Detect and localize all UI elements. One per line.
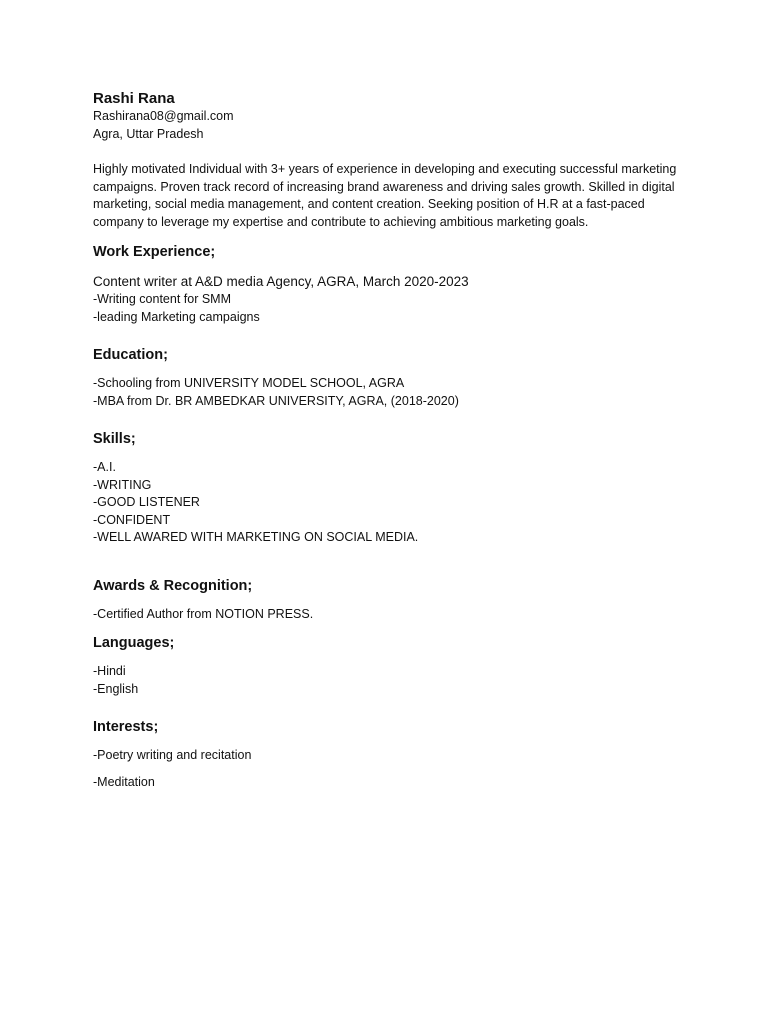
list-item: -WELL AWARED WITH MARKETING ON SOCIAL MEDIA.: [93, 530, 419, 544]
list-item: -Writing content for SMM: [93, 292, 232, 306]
languages-section: [93, 634, 683, 698]
list-item: -Schooling from UNIVERSITY MODEL SCHOOL, AGRA: [93, 376, 405, 390]
work-experience-section: [93, 243, 683, 326]
education-heading: Education;: [93, 347, 168, 363]
awards-section: [93, 577, 683, 624]
education-section: [93, 346, 683, 410]
list-item: -Meditation: [93, 774, 155, 789]
list-item: -CONFIDENT: [93, 512, 171, 527]
candidate-name: Rashi Rana: [93, 90, 175, 107]
interests-heading: Interests;: [93, 719, 159, 735]
job-title: Content writer at A&D media Agency, AGRA, March 2020-2023: [93, 274, 469, 289]
skills-section: [93, 430, 683, 547]
list-item: -MBA from Dr. BR AMBEDKAR UNIVERSITY, AGRA, (2018-2020): [93, 393, 459, 408]
list-item: -A.I.: [93, 460, 116, 474]
contact-header: [93, 89, 683, 143]
work-experience-heading: Work Experience;: [93, 244, 216, 260]
languages-heading: Languages;: [93, 635, 175, 651]
skills-heading: Skills;: [93, 431, 136, 447]
profile-summary: Highly motivated Individual with 3+ years of experience in developing and executing successful marketing campaigns. Proven track record of increasing brand awareness and driving sales growth. Skilled in digital marketing, social media management, and content creation. Seeking position of H.R at a fast-paced company to leverage my expertise and contribute to achieving ambitious marketing goals.: [93, 162, 677, 229]
list-item: -GOOD LISTENER: [93, 495, 200, 509]
list-item: -WRITING: [93, 477, 152, 492]
resume-page: [93, 89, 683, 791]
list-item: -Certified Author from NOTION PRESS.: [93, 606, 314, 621]
list-item: -English: [93, 681, 139, 696]
list-item: -Hindi: [93, 664, 126, 678]
interests-section: [93, 718, 683, 791]
list-item: -Poetry writing and recitation: [93, 748, 252, 762]
candidate-email: Rashirana08@gmail.com: [93, 109, 234, 123]
list-item: -leading Marketing campaigns: [93, 309, 260, 324]
candidate-location: Agra, Uttar Pradesh: [93, 126, 204, 141]
awards-heading: Awards & Recognition;: [93, 577, 253, 594]
